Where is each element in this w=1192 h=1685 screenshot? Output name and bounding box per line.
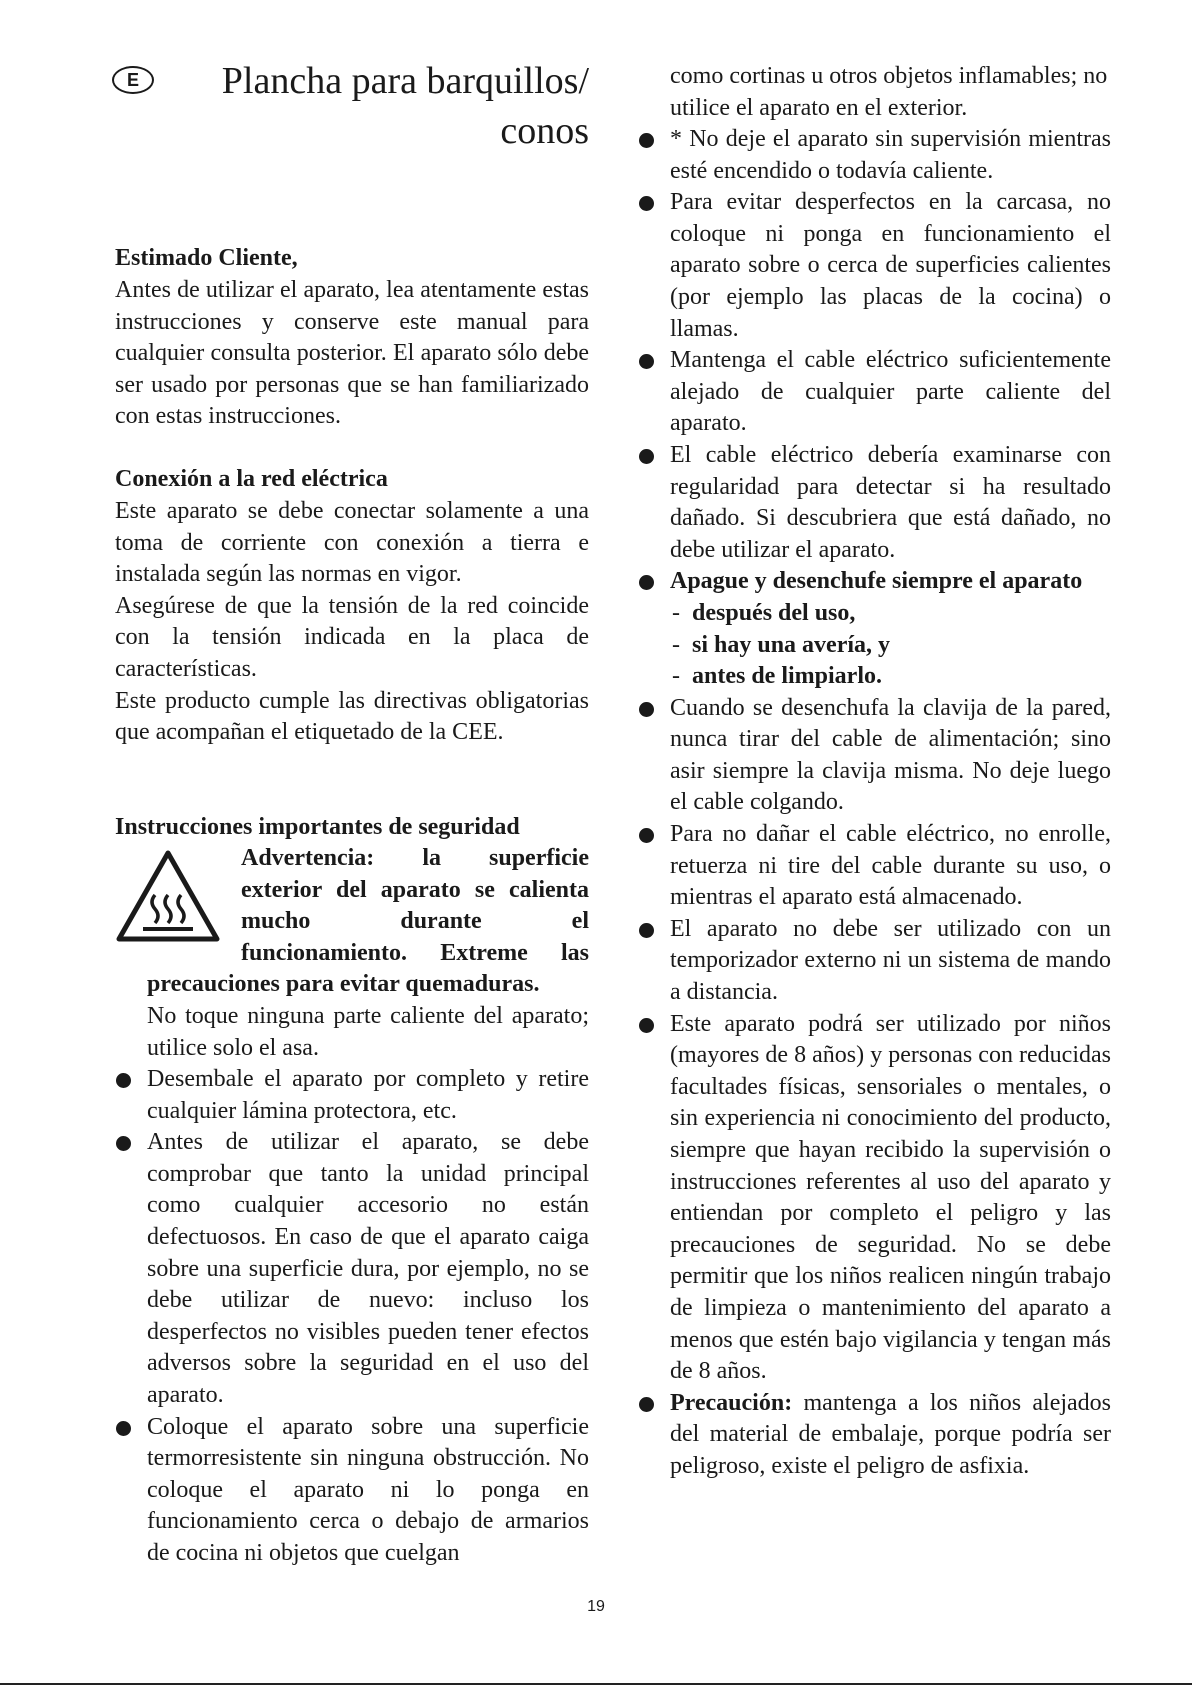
unplug-list-item — [638, 566, 1111, 692]
list-item: El cable eléctrico debería examinarse con regularidad para detectar si ha resultado dañado. Si descubriera que está dañado, no debe utilizar el aparato. — [638, 440, 1111, 566]
connection-section — [115, 496, 589, 749]
warning-text: No toque ninguna parte caliente del aparato; utilice solo el asa. — [147, 1002, 589, 1061]
continuation-text: como cortinas u otros objetos inflamables; no utilice el aparato en el exterior. — [670, 63, 1108, 121]
caution-text: mantenga a los niños alejados del material de embalaje, porque podría ser peligroso, existe el peligro de asfixia. — [670, 1389, 1111, 1479]
caution-list-item — [638, 1388, 1111, 1483]
greeting: Estimado Cliente, — [115, 245, 298, 271]
hot-surface-warning-icon — [115, 849, 221, 945]
list-item: * No deje el aparato sin supervisión mientras esté encendido o todavía caliente. — [638, 124, 1111, 187]
right-bullet-list — [638, 124, 1111, 1483]
list-item: Antes de utilizar el aparato, se debe comprobar que tanto la unidad principal como cualquier accesorio no están defectuosos. En caso de que el aparato caiga sobre una superficie dura, por ejemplo, no se debe utilizar de nuevo: incluso los desperfectos no visibles pueden tener efectos adversos sobre la seguridad en el uso del aparato. — [115, 1127, 589, 1411]
connection-paragraph-1: Este aparato se debe conectar solamente a una toma de corriente con conexión a tierra e instalada según las normas en vigor. — [115, 498, 589, 588]
safety-heading: Instrucciones importantes de seguridad — [115, 814, 520, 840]
list-item: Coloque el aparato sobre una superficie termorresistente sin ninguna obstrucción. No coloque el aparato ni lo ponga en funcionamiento cerca o debajo de armarios de cocina ni objetos que cuelgan — [115, 1412, 589, 1570]
connection-paragraph-3: Este producto cumple las directivas obligatorias que acompañan el etiquetado de la CEE. — [115, 687, 589, 746]
list-item: Este aparato podrá ser utilizado por niños (mayores de 8 años) y personas con reducidas facultades físicas, sensoriales o mentales, o sin experiencia ni conocimiento del producto, siempre que hayan recibido la supervisión o instrucciones referentes al uso del aparato y entiendan por completo el peligro y las precauciones de seguridad. No se debe permitir que los niños realicen ningún trabajo de limpieza o mantenimiento del aparato a menos que estén bajo vigilancia y tengan más de 8 años. — [638, 1009, 1111, 1388]
list-item: Mantenga el cable eléctrico suficientemente alejado de cualquier parte caliente del aparato. — [638, 345, 1111, 440]
list-item: Cuando se desenchufa la clavija de la pared, nunca tirar del cable de alimentación; sino asir siempre la clavija misma. No deje luego el cable colgando. — [638, 693, 1111, 819]
unplug-heading: Apague y desenchufe siempre el aparato — [670, 568, 1083, 595]
language-badge: E — [112, 66, 154, 94]
warning-block — [115, 843, 589, 1064]
caution-label: Precaución: — [670, 1389, 793, 1416]
left-bullet-list — [115, 1064, 589, 1570]
connection-heading: Conexión a la red eléctrica — [115, 466, 388, 492]
unplug-sub-item: - si hay una avería, y — [670, 630, 1111, 662]
list-item: Para evitar desperfectos en la carcasa, no coloque ni ponga en funcionamiento el aparato sobre o cerca de superficies calientes (por ejemplo las placas de la cocina) o llamas. — [638, 187, 1111, 345]
intro-paragraph: Antes de utilizar el aparato, lea atentamente estas instrucciones y conserve este manual para cualquier consulta posterior. El aparato sólo debe ser usado por personas que se han familiarizado con estas instrucciones. — [115, 277, 589, 430]
title-line-2: conos — [500, 110, 589, 152]
unplug-sub-item: - antes de limpiarlo. — [670, 661, 1111, 693]
connection-paragraph-2: Asegúrese de que la tensión de la red coincide con la tensión indicada en la placa de características. — [115, 592, 589, 682]
list-item: Para no dañar el cable eléctrico, no enrolle, retuerza ni tire del cable durante su uso, o mientras el aparato está almacenado. — [638, 819, 1111, 914]
list-item: Desembale el aparato por completo y retire cualquier lámina protectora, etc. — [115, 1064, 589, 1127]
page-title — [200, 56, 589, 156]
unplug-sub-item: - después del uso, — [670, 598, 1111, 630]
warning-bold-text: Advertencia: la superficie exterior del aparato se calienta mucho durante el funcionamiento. Extreme las precauciones para evitar quemaduras. — [147, 845, 589, 998]
page-number: 19 — [587, 1598, 605, 1615]
list-item: El aparato no debe ser utilizado con un temporizador externo ni un sistema de mando a distancia. — [638, 914, 1111, 1009]
title-line-1: Plancha para barquillos/ — [221, 60, 589, 102]
